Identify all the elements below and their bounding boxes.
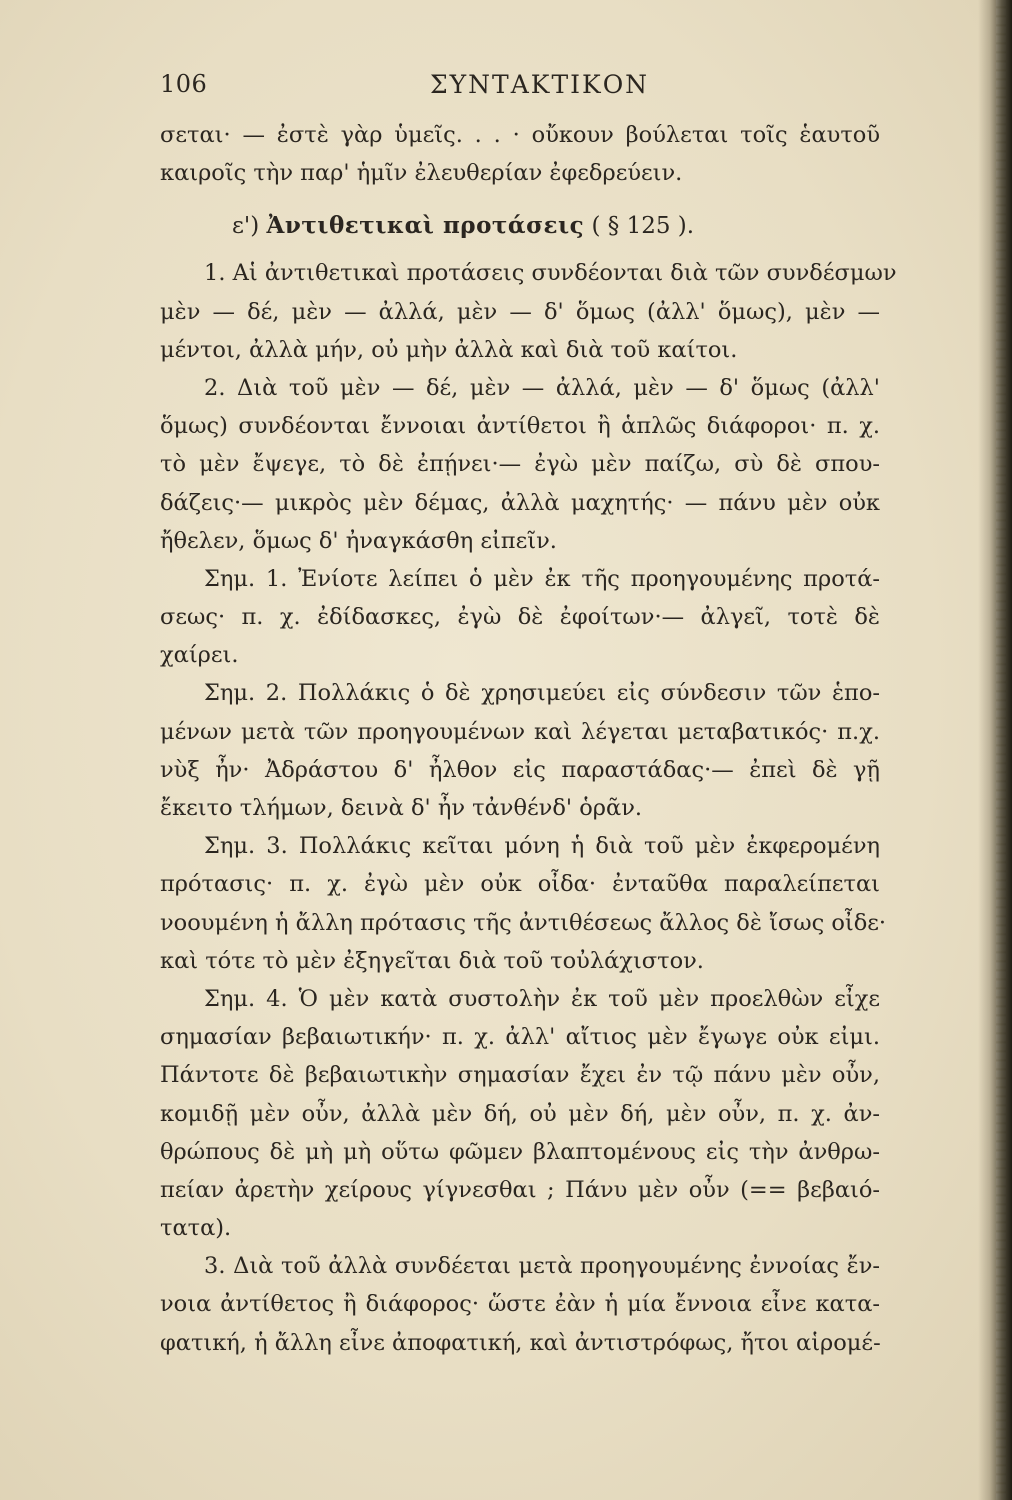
text-line: σεται· — ἐστὲ γὰρ ὑμεῖς. . . · οὔκουν βούλεται τοῖς ἑαυτοῦ [160, 122, 880, 148]
text-line: Σημ. 4. Ὁ μὲν κατὰ συστολὴν ἐκ τοῦ μὲν προελθὼν εἶχε [204, 985, 880, 1012]
section-reference: ( § 125 ). [591, 213, 695, 240]
text-line: πείαν ἀρετὴν χείρους γίγνεσθαι ; Πάνυ μὲν οὖν (== βεβαιό- [160, 1176, 880, 1203]
text-line: καὶ τότε τὸ μὲν ἐξηγεῖται διὰ τοῦ τοὐλάχιστον. [160, 947, 704, 974]
text-line: φατική, ἡ ἄλλη εἶνε ἀποφατική, καὶ ἀντιστρόφως, ἤτοι αἱρομέ- [160, 1329, 881, 1356]
text-line: κομιδῇ μὲν οὖν, ἀλλὰ μὲν δή, οὐ μὲν δή, μὲν οὖν, π. χ. ἀν- [160, 1100, 880, 1127]
text-line: Σημ. 2. Πολλάκις ὁ δὲ χρησιμεύει εἰς σύνδεσιν τῶν ἑπο- [204, 680, 880, 707]
text-line: ἤθελεν, ὅμως δ' ἠναγκάσθη εἰπεῖν. [160, 527, 557, 554]
text-line: νὺξ ἦν· Ἀδράστου δ' ἦλθον εἰς παραστάδας·— ἐπεὶ δὲ γῇ [160, 756, 880, 783]
section-title: Ἀντιθετικαὶ προτάσεις [266, 212, 585, 240]
intro-paragraph [160, 116, 880, 192]
text-line: ὅμως) συνδέονται ἔννοιαι ἀντίθετοι ἢ ἁπλῶς διάφοροι· π. χ. [160, 413, 880, 440]
text-line: Σημ. 3. Πολλάκις κεῖται μόνη ἡ διὰ τοῦ μὲν ἐκφερομένη [204, 833, 880, 860]
running-title: ΣΥΝΤΑΚΤΙΚΟΝ [430, 70, 650, 99]
text-line: ἔκειτο τλήμων, δεινὰ δ' ἦν τἀνθένδ' ὁρᾶν. [160, 795, 643, 821]
paragraph-3 [160, 1247, 880, 1362]
text-line: δάζεις·— μικρὸς μὲν δέμας, ἀλλὰ μαχητής· — πάνυ μὲν οὐκ [160, 489, 880, 516]
text-line: μένων μετὰ τῶν προηγουμένων καὶ λέγεται μεταβατικός· π.χ. [160, 718, 880, 745]
text-line: πρότασις· π. χ. ἐγὼ μὲν οὐκ οἶδα· ἐνταῦθα παραλείπεται [160, 871, 880, 898]
text-line: 1. Αἱ ἀντιθετικαὶ προτάσεις συνδέονται διὰ τῶν συνδέσμων [204, 260, 897, 287]
text-line: μέντοι, ἀλλὰ μήν, οὐ μὴν ἀλλὰ καὶ διὰ τοῦ καίτοι. [160, 336, 738, 363]
section-label: ε') [232, 213, 260, 240]
text-line: 3. Διὰ τοῦ ἀλλὰ συνδέεται μετὰ προηγουμένης ἐννοίας ἔν- [204, 1253, 880, 1280]
text-line: μὲν — δέ, μὲν — ἀλλά, μὲν — δ' ὅμως (ἀλλ' ὅμως), μὲν — [160, 298, 880, 325]
note-1 [160, 560, 880, 675]
paragraph-1 [160, 254, 897, 369]
text-line: τὸ μὲν ἔψεγε, τὸ δὲ ἐπῄνει·— ἐγὼ μὲν παίζω, σὺ δὲ σπου- [160, 451, 880, 478]
binding-shadow [978, 0, 1012, 1500]
page-number: 106 [160, 70, 208, 98]
body-text [160, 116, 897, 1362]
note-2 [160, 674, 880, 827]
paragraph-2 [160, 369, 880, 560]
note-4 [160, 980, 880, 1247]
text-line: Πάντοτε δὲ βεβαιωτικὴν σημασίαν ἔχει ἐν τῷ πάνυ μὲν οὖν, [160, 1062, 880, 1089]
text-line: χαίρει. [160, 642, 239, 669]
text-line: θρώπους δὲ μὴ μὴ οὕτω φῶμεν βλαπτομένους εἰς τὴν ἀνθρω- [160, 1138, 880, 1165]
text-line: 2. Διὰ τοῦ μὲν — δέ, μὲν — ἀλλά, μὲν — δ' ὅμως (ἀλλ' [204, 374, 880, 401]
text-line: σημασίαν βεβαιωτικήν· π. χ. ἀλλ' αἴτιος μὲν ἔγωγε οὐκ εἰμι. [160, 1024, 880, 1051]
text-line: νοια ἀντίθετος ἢ διάφορος· ὥστε ἐὰν ἡ μία ἔννοια εἶνε κατα- [160, 1291, 880, 1318]
text-line: νοουμένη ἡ ἄλλη πρότασις τῆς ἀντιθέσεως ἄλλος δὲ ἴσως οἶδε· [160, 909, 887, 936]
note-3 [160, 827, 887, 980]
text-line: τατα). [160, 1215, 232, 1242]
text-line: σεως· π. χ. ἐδίδασκες, ἐγὼ δὲ ἐφοίτων·— ἀλγεῖ, τοτὲ δὲ [160, 604, 880, 631]
section-heading [160, 198, 880, 254]
text-line: καιροῖς τὴν παρ' ἡμῖν ἐλευθερίαν ἐφεδρεύειν. [160, 160, 683, 187]
page-header [160, 70, 880, 106]
text-line: Σημ. 1. Ἐνίοτε λείπει ὁ μὲν ἐκ τῆς προηγουμένης προτά- [204, 565, 880, 592]
